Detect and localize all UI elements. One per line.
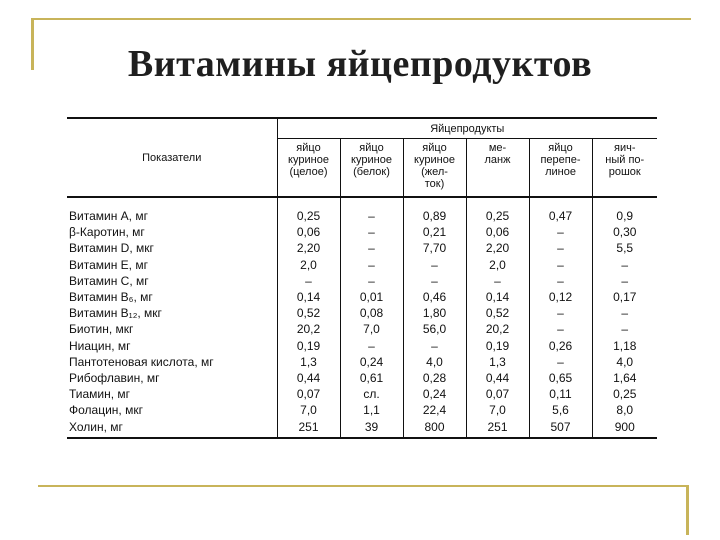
value-cell: 0,46 <box>403 289 466 305</box>
table-row <box>67 224 657 240</box>
vitamins-table <box>67 117 657 439</box>
table-row <box>67 402 657 418</box>
value-cell: 0,89 <box>403 197 466 224</box>
indicators-header: Показатели <box>142 151 202 164</box>
table-row <box>67 419 657 438</box>
value-cell: 1,18 <box>592 338 657 354</box>
table-row <box>67 240 657 256</box>
value-cell: – <box>529 305 592 321</box>
column-header: яйцо куриное (целое) <box>277 139 340 198</box>
indicator-name: Витамин В₁₂, мкг <box>69 306 162 321</box>
value-cell: 0,9 <box>592 197 657 224</box>
table-row <box>67 386 657 402</box>
value-cell: 0,44 <box>277 370 340 386</box>
table-row <box>67 338 657 354</box>
frame-line-right <box>686 485 689 535</box>
value-cell: 0,24 <box>340 354 403 370</box>
value-cell: 0,52 <box>277 305 340 321</box>
value-cell: 507 <box>529 419 592 438</box>
value-cell: 0,12 <box>529 289 592 305</box>
value-cell: 800 <box>403 419 466 438</box>
vitamins-table-container <box>67 117 657 475</box>
value-cell: 7,0 <box>466 402 529 418</box>
value-cell: – <box>403 273 466 289</box>
value-cell: 0,11 <box>529 386 592 402</box>
value-cell: 20,2 <box>466 321 529 337</box>
value-cell: – <box>592 305 657 321</box>
value-cell: – <box>340 240 403 256</box>
indicator-name: β-Каротин, мг <box>69 225 145 240</box>
value-cell: 0,44 <box>466 370 529 386</box>
table-row <box>67 354 657 370</box>
value-cell: 7,0 <box>340 321 403 337</box>
indicator-name: Фолацин, мкг <box>69 403 143 418</box>
value-cell: – <box>529 224 592 240</box>
value-cell: 0,30 <box>592 224 657 240</box>
value-cell: 0,65 <box>529 370 592 386</box>
value-cell: – <box>529 321 592 337</box>
indicator-name: Витамин С, мг <box>69 273 149 288</box>
value-cell: – <box>403 338 466 354</box>
value-cell: 0,25 <box>277 197 340 224</box>
column-header: яйцо перепе- линое <box>529 139 592 198</box>
value-cell: 1,3 <box>277 354 340 370</box>
value-cell: 4,0 <box>592 354 657 370</box>
indicator-name: Витамин D, мкг <box>69 241 154 256</box>
value-cell: 251 <box>277 419 340 438</box>
value-cell: – <box>529 273 592 289</box>
value-cell: 8,0 <box>592 402 657 418</box>
value-cell: 0,07 <box>277 386 340 402</box>
value-cell: 1,64 <box>592 370 657 386</box>
value-cell: 0,28 <box>403 370 466 386</box>
value-cell: – <box>529 257 592 273</box>
value-cell: 1,1 <box>340 402 403 418</box>
value-cell: 251 <box>466 419 529 438</box>
indicator-name: Рибофлавин, мг <box>69 371 160 386</box>
table-row <box>67 289 657 305</box>
table-body <box>67 197 657 438</box>
value-cell: 4,0 <box>403 354 466 370</box>
value-cell: – <box>340 338 403 354</box>
column-header: ме- ланж <box>466 139 529 198</box>
value-cell: сл. <box>340 386 403 402</box>
frame-line-bottom <box>38 485 686 487</box>
table-row <box>67 370 657 386</box>
value-cell: 2,0 <box>277 257 340 273</box>
value-cell: 0,08 <box>340 305 403 321</box>
indicator-name: Тиамин, мг <box>69 387 131 402</box>
indicator-name: Биотин, мкг <box>69 322 134 337</box>
value-cell: 1,80 <box>403 305 466 321</box>
value-cell: 2,20 <box>466 240 529 256</box>
value-cell: 0,17 <box>592 289 657 305</box>
indicator-name: Витамин Е, мг <box>69 257 148 272</box>
value-cell: – <box>466 273 529 289</box>
value-cell: 0,06 <box>466 224 529 240</box>
value-cell: 56,0 <box>403 321 466 337</box>
column-header: яйцо куриное (белок) <box>340 139 403 198</box>
value-cell: 0,26 <box>529 338 592 354</box>
value-cell: – <box>277 273 340 289</box>
table-row <box>67 197 657 224</box>
value-cell: 0,47 <box>529 197 592 224</box>
table-row <box>67 273 657 289</box>
column-header: яйцо куриное (жел- ток) <box>403 139 466 198</box>
value-cell: – <box>529 240 592 256</box>
value-cell: 39 <box>340 419 403 438</box>
value-cell: 1,3 <box>466 354 529 370</box>
value-cell: 7,0 <box>277 402 340 418</box>
value-cell: 0,01 <box>340 289 403 305</box>
value-cell: 7,70 <box>403 240 466 256</box>
value-cell: 0,19 <box>466 338 529 354</box>
value-cell: 22,4 <box>403 402 466 418</box>
table-row <box>67 321 657 337</box>
column-header: яич- ный по- рошок <box>592 139 657 198</box>
table-row <box>67 257 657 273</box>
value-cell: – <box>529 354 592 370</box>
value-cell: 0,14 <box>277 289 340 305</box>
value-cell: 0,24 <box>403 386 466 402</box>
value-cell: – <box>340 273 403 289</box>
value-cell: – <box>403 257 466 273</box>
value-cell: 0,25 <box>592 386 657 402</box>
indicator-name: Ниацин, мг <box>69 338 131 353</box>
indicator-name: Пантотеновая кислота, мг <box>69 354 214 369</box>
indicator-name: Витамин В₆, мг <box>69 290 153 305</box>
value-cell: 0,06 <box>277 224 340 240</box>
value-cell: 20,2 <box>277 321 340 337</box>
frame-line-top <box>31 18 691 20</box>
value-cell: – <box>592 273 657 289</box>
value-cell: 5,6 <box>529 402 592 418</box>
value-cell: 900 <box>592 419 657 438</box>
value-cell: – <box>340 197 403 224</box>
value-cell: 2,0 <box>466 257 529 273</box>
value-cell: 0,07 <box>466 386 529 402</box>
value-cell: 0,19 <box>277 338 340 354</box>
egg-products-header: Яйцепродукты <box>277 118 657 139</box>
value-cell: – <box>592 257 657 273</box>
value-cell: 5,5 <box>592 240 657 256</box>
indicator-name: Холин, мг <box>69 419 123 434</box>
slide-title: Витамины яйцепродуктов <box>127 43 593 85</box>
value-cell: 2,20 <box>277 240 340 256</box>
table-row <box>67 305 657 321</box>
value-cell: 0,25 <box>466 197 529 224</box>
value-cell: – <box>340 257 403 273</box>
value-cell: 0,21 <box>403 224 466 240</box>
value-cell: – <box>592 321 657 337</box>
value-cell: 0,14 <box>466 289 529 305</box>
value-cell: 0,52 <box>466 305 529 321</box>
indicator-name: Витамин А, мг <box>69 209 148 223</box>
value-cell: 0,61 <box>340 370 403 386</box>
value-cell: – <box>340 224 403 240</box>
